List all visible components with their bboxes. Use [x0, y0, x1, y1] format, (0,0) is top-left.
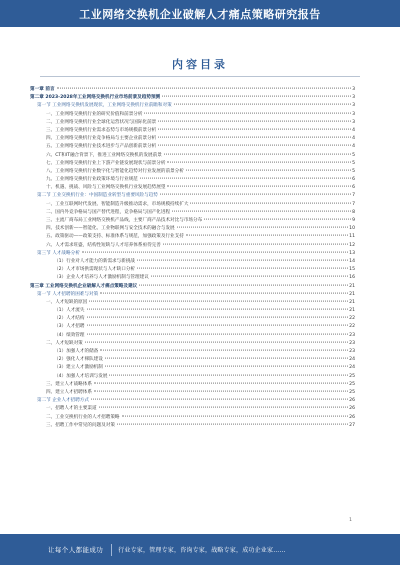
toc-entry-page: 12	[349, 242, 355, 248]
toc-entry-title: 六、CT和IT融合背景下，推进工业网络交换机的发展前景	[46, 152, 162, 158]
toc-entry-title: （1）人才流失	[54, 308, 85, 314]
toc-leader-dots	[172, 210, 351, 211]
toc-entry[interactable]	[30, 356, 355, 364]
toc-entry[interactable]	[30, 307, 355, 315]
toc-entry-title: 二、工业交换机行业的人才招聘策略	[46, 414, 120, 420]
toc-entry-page: 3	[352, 111, 355, 117]
toc-entry[interactable]	[30, 422, 355, 430]
toc-entry-page: 5	[352, 152, 355, 158]
toc-entry-title: 二、人才短缺对策	[46, 340, 83, 346]
footer-divider	[111, 544, 112, 556]
toc-entry[interactable]	[30, 102, 355, 110]
toc-entry-title: 第一节 人才招聘的困难与对策	[37, 291, 99, 297]
toc-entry-page: 3	[352, 87, 355, 92]
toc-leader-dots	[158, 145, 351, 146]
toc-entry-title: 十、机遇、挑战、风险与工业网络交换机行业发展趋势展望	[46, 185, 166, 191]
toc-entry[interactable]	[30, 389, 355, 397]
toc-leader-dots	[87, 325, 349, 326]
toc-entry[interactable]	[30, 340, 355, 348]
toc-leader-dots	[163, 243, 348, 244]
toc-leader-dots	[122, 415, 349, 416]
toc-entry-page: 25	[349, 373, 355, 379]
toc-entry-title: （2）人才结构	[54, 316, 85, 322]
toc-entry[interactable]	[30, 184, 355, 192]
toc-entry[interactable]	[30, 233, 355, 241]
toc-entry[interactable]	[30, 283, 355, 291]
toc-entry-page: 25	[349, 381, 355, 387]
toc-entry[interactable]	[30, 209, 355, 217]
toc-entry-page: 26	[349, 406, 355, 412]
toc-entry-page: 3	[352, 103, 355, 109]
toc-entry-page: 9	[352, 218, 355, 223]
toc-entry-title: 第三节 人才战略分析	[37, 250, 80, 256]
toc-entry[interactable]	[30, 119, 355, 127]
toc-entry-page: 8	[352, 209, 355, 215]
toc-entry-title: （3）人才招聘	[54, 324, 85, 330]
toc-entry-title: 三、招聘工作中常见的问题及对策	[46, 422, 115, 428]
toc-leader-dots	[87, 333, 349, 334]
toc-entry-title: 二、工业网络交换机行业全球化运营状况与国际化前景	[46, 119, 157, 125]
toc-entry[interactable]	[30, 127, 355, 135]
toc-entry-title: （4）绩效管理	[54, 332, 85, 338]
toc-leader-dots	[151, 276, 348, 277]
toc-entry-page: 4	[352, 144, 355, 150]
toc-entry-page: 23	[349, 340, 355, 346]
toc-entry[interactable]	[30, 250, 355, 258]
toc-entry-page: 6	[352, 185, 355, 191]
toc-entry-page: 16	[349, 275, 355, 281]
toc-leader-dots	[204, 219, 351, 220]
toc-entry-title: 第三章 工业网络交换机企业破解人才痛点策略及建议	[30, 283, 138, 289]
toc-entry-page: 14	[349, 258, 355, 264]
toc-leader-dots	[109, 374, 348, 375]
toc-leader-dots	[167, 186, 351, 187]
toc-entry-page: 21	[349, 283, 355, 289]
toc-entry[interactable]	[30, 315, 355, 323]
toc-entry-title: 第一章 前言	[30, 87, 55, 92]
page-number: 1	[349, 518, 352, 523]
toc-leader-dots	[158, 137, 351, 138]
toc-entry-title: 三、主流厂商布局工业网络交换机产品线，主要厂商产品技术对比与市场分布	[46, 218, 203, 223]
toc-entry[interactable]	[30, 364, 355, 372]
toc-entry-title: （1）行业对人才能力的新需求与新挑战	[54, 258, 136, 264]
toc-entry-page: 27	[349, 422, 355, 428]
toc-entry-page: 25	[349, 389, 355, 395]
toc-entry-page: 23	[349, 349, 355, 354]
toc-entry-title: 二、国内外竞争格局与国产替代进程，竞争格局与国产化进程	[46, 209, 171, 215]
toc-leader-dots	[89, 300, 348, 301]
toc-leader-dots	[144, 112, 351, 113]
toc-entry-title: 四、工业网络交换机行业竞争格局与主要企业前景分析	[46, 136, 157, 142]
footer-roles: 行业专家，管理专家，咨询专家，战略专家，成功企业家……	[118, 547, 286, 554]
toc-entry-page: 21	[349, 291, 355, 297]
toc-entry[interactable]	[30, 94, 355, 102]
toc-entry-page: 5	[352, 160, 355, 166]
toc-entry-page: 21	[349, 299, 355, 305]
toc-entry-title: 四、建立人才招聘体系	[46, 389, 92, 395]
toc-entry[interactable]	[30, 242, 355, 250]
toc-entry-title: 三、建立人才战略体系	[46, 381, 92, 387]
footer-slogan: 让每个人都能成功	[48, 546, 104, 554]
toc-leader-dots	[100, 292, 348, 293]
toc-leader-dots	[174, 104, 351, 105]
toc-entry[interactable]	[30, 143, 355, 151]
toc-leader-dots	[160, 194, 351, 195]
toc-leader-dots	[105, 366, 348, 367]
toc-leader-dots	[117, 423, 348, 424]
toc-entry[interactable]	[30, 201, 355, 209]
toc-leader-dots	[140, 178, 351, 179]
toc-leader-dots	[158, 120, 351, 121]
toc-entry[interactable]	[30, 192, 355, 200]
toc-entry[interactable]	[30, 111, 355, 119]
toc-entry-page: 22	[349, 324, 355, 330]
toc-entry-page: 21	[349, 308, 355, 314]
toc-entry-title: （2）强化人才梯队建设	[54, 357, 103, 363]
toc-entry[interactable]	[30, 291, 355, 299]
toc-entry[interactable]	[30, 274, 355, 282]
toc-entry-page: 7	[352, 201, 355, 207]
toc-entry-title: 六、人才需求旺盛，结构性短缺与人才培养体系亟待完善	[46, 242, 161, 248]
toc-entry-title: 一、招聘人才的主要渠道	[46, 406, 97, 412]
toc-leader-dots	[85, 341, 348, 342]
toc-entry-page: 11	[349, 234, 355, 240]
toc-entry-title: 一、人才短缺的原因	[46, 299, 88, 305]
toc-entry[interactable]	[30, 299, 355, 307]
toc-entry-page: 3	[352, 119, 355, 125]
toc-entry-page: 5	[352, 168, 355, 174]
toc-entry-page: 26	[349, 414, 355, 420]
toc-entry[interactable]	[30, 86, 355, 94]
toc-leader-dots	[91, 399, 348, 400]
toc-entry-title: 第二节 企业人才招聘方式	[37, 398, 89, 404]
toc-entry-title: 一、工业网络交换机行业的研究价值和前景分析	[46, 111, 143, 117]
toc-entry-page: 4	[352, 127, 355, 133]
toc-entry-title: 第二节 工业交换机行业：中国制造业转型与重要风险与趋势	[37, 193, 158, 199]
toc-leader-dots	[100, 350, 348, 351]
toc-leader-dots	[137, 260, 348, 261]
toc-leader-dots	[186, 235, 348, 236]
toc-leader-dots	[87, 317, 349, 318]
toc-entry-page: 26	[349, 398, 355, 404]
toc-leader-dots	[87, 309, 349, 310]
toc-leader-dots	[82, 251, 348, 252]
toc-entry-title: 第二章 2023-2028年工业网络交换机行业市场前景及趋势预测	[30, 95, 161, 101]
toc-entry[interactable]	[30, 176, 355, 184]
toc-entry[interactable]	[30, 258, 355, 266]
toc-entry[interactable]	[30, 160, 355, 168]
toc-leader-dots	[190, 202, 351, 203]
toc-entry[interactable]	[30, 266, 355, 274]
toc-entry[interactable]	[30, 225, 355, 233]
toc-entry[interactable]	[30, 381, 355, 389]
toc-entry-title: （4）加强人才培训与发展	[54, 373, 108, 379]
toc-entry-title: 一、工业互联网时代发展、智能制造升级推动需求，市场规模持续扩大	[46, 201, 189, 207]
toc-entry-title: （2）人才市场供需现状与人才缺口分析	[54, 267, 136, 273]
toc-entry-title: 五、政策驱动——政策支持、标准体系与规范，加强政策及行业支持	[46, 234, 184, 240]
toc-leader-dots	[137, 268, 348, 269]
toc-entry[interactable]	[30, 135, 355, 143]
toc-leader-dots	[164, 153, 351, 154]
report-title: 工业网络交换机企业破解人才痛点策略研究报告	[79, 7, 321, 21]
toc-leader-dots	[139, 284, 348, 285]
toc-entry[interactable]	[30, 332, 355, 340]
toc-entry-page: 4	[352, 136, 355, 142]
toc-leader-dots	[57, 88, 351, 89]
toc-leader-dots	[94, 382, 348, 383]
toc-entry-page: 15	[349, 267, 355, 273]
toc-entry[interactable]	[30, 405, 355, 413]
page-header	[0, 0, 400, 27]
toc-entry-title: （1）加强人才的储备	[54, 349, 99, 354]
toc-divider	[40, 76, 360, 77]
toc-entry-page: 6	[352, 177, 355, 183]
page-footer	[0, 534, 400, 565]
table-of-contents	[30, 86, 355, 541]
toc-entry[interactable]	[30, 348, 355, 356]
toc-leader-dots	[177, 227, 349, 228]
toc-entry-title: 三、工业网络交换机行业需求态势与市场规模前景分析	[46, 127, 157, 133]
toc-entry[interactable]	[30, 373, 355, 381]
toc-entry[interactable]	[30, 168, 355, 176]
toc-entry-title: 五、工业网络交换机行业技术进步与产品创新前景分析	[46, 144, 157, 150]
toc-leader-dots	[162, 96, 351, 97]
toc-entry-page: 3	[352, 95, 355, 101]
toc-leader-dots	[167, 161, 351, 162]
toc-entry-page: 23	[349, 332, 355, 338]
toc-entry-page: 22	[349, 316, 355, 322]
toc-entry-page: 24	[349, 357, 355, 363]
toc-entry-title: 八、工业网络交换机行业数字化与智能化趋势对行业发展的前景分析	[46, 168, 184, 174]
toc-leader-dots	[158, 129, 351, 130]
toc-entry[interactable]	[30, 217, 355, 225]
toc-entry[interactable]	[30, 152, 355, 160]
toc-leader-dots	[186, 169, 351, 170]
toc-leader-dots	[94, 391, 348, 392]
toc-entry-page: 13	[349, 250, 355, 256]
toc-entry-page: 10	[349, 226, 355, 232]
toc-entry-title: 九、工业网络交换机行业政策环境与行业规范	[46, 177, 138, 183]
toc-entry-page: 24	[349, 365, 355, 371]
toc-entry[interactable]	[30, 414, 355, 422]
toc-entry[interactable]	[30, 323, 355, 331]
toc-entry[interactable]	[30, 397, 355, 405]
toc-entry-title: 第一节 工业网络交换机发展现状，工业网络交换机行业前瞻和对策	[37, 103, 172, 109]
toc-entry-title: （3）企业人才培养与人才激励机制与管理建议	[54, 275, 149, 281]
toc-leader-dots	[105, 358, 348, 359]
toc-entry-page: 7	[352, 193, 355, 199]
toc-entry-title: 七、工业网络交换机行业上下游产业链发展现状与前景分析	[46, 160, 166, 166]
toc-title: 内容目录	[172, 58, 228, 71]
toc-leader-dots	[99, 407, 349, 408]
toc-entry-title: 四、技术创新——智能化、工业物联网与安全技术的融合与发展	[46, 226, 175, 232]
toc-entry-title: （3）建立人才激励机制	[54, 365, 103, 371]
